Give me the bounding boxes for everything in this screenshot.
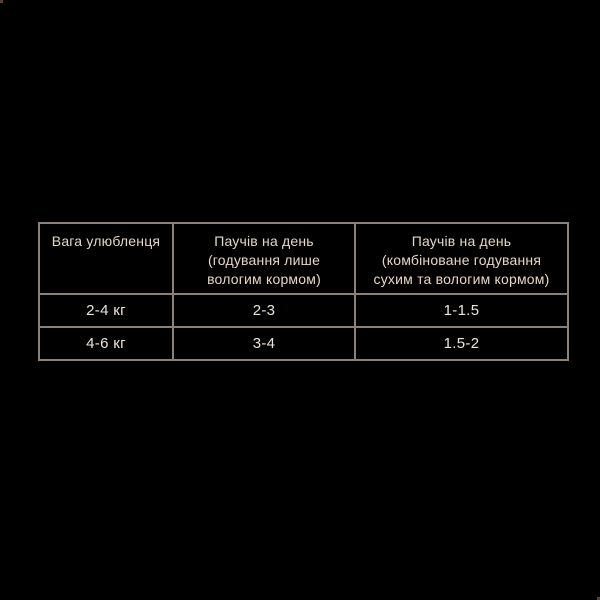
cell-weight-range: 2-4 кг	[39, 294, 173, 327]
table-header-row	[39, 223, 568, 294]
feeding-guide-table	[38, 222, 569, 361]
cell-pouches-wet-only: 3-4	[173, 327, 355, 360]
table-row	[39, 327, 568, 360]
cell-weight-range: 4-6 кг	[39, 327, 173, 360]
cell-pouches-wet-only: 2-3	[173, 294, 355, 327]
header-cell-pouches-wet-only: Паучів на день (годування лише вологим кормом)	[173, 223, 355, 294]
header-cell-pet-weight: Вага улюбленця	[39, 223, 173, 294]
header-cell-pouches-combined: Паучів на день (комбіноване годування сухим та вологим кормом)	[355, 223, 568, 294]
cell-pouches-combined: 1.5-2	[355, 327, 568, 360]
table-row	[39, 294, 568, 327]
cell-pouches-combined: 1-1.5	[355, 294, 568, 327]
corner-accent-top-left	[0, 0, 3, 3]
